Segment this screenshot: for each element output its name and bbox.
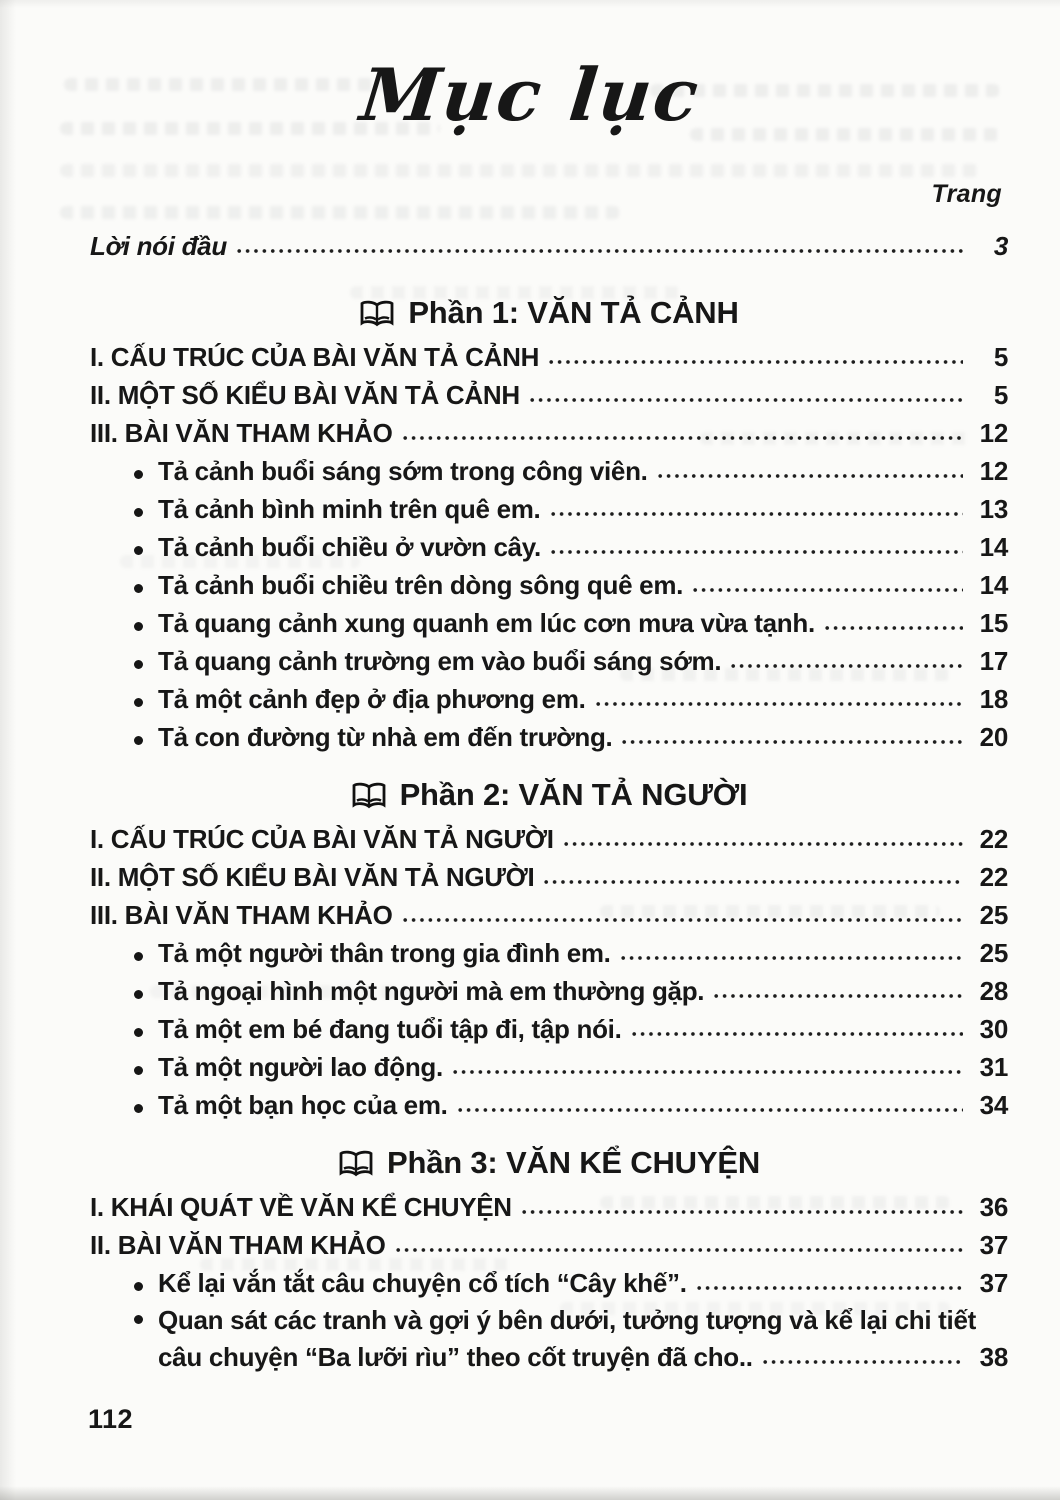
toc-entry-page: 14 [979, 532, 1008, 562]
scan-edge-left [0, 0, 16, 1500]
bullet-icon [134, 1104, 143, 1113]
toc-entry-preface [90, 226, 1008, 266]
toc-entry-page: 12 [979, 418, 1008, 448]
toc-entry-wrap [158, 1302, 1008, 1376]
open-book-icon [338, 1150, 374, 1177]
dotted-leader [657, 472, 963, 480]
dotted-leader [395, 1246, 963, 1254]
toc-entry [90, 1302, 1008, 1376]
toc-entry-page: 34 [979, 1090, 1008, 1120]
toc-entry-page: 22 [979, 824, 1008, 854]
toc-entry-page: 25 [979, 900, 1008, 930]
dotted-leader [595, 700, 963, 708]
scan-edge-top [0, 0, 1060, 8]
bullet-icon [134, 622, 143, 631]
toc-entry-label: Tả một bạn học của em. [158, 1090, 448, 1120]
section-heading-label: Phần 1: VĂN TẢ CẢNH [408, 295, 739, 330]
toc-entry-label: Tả ngoại hình một người mà em thường gặp. [158, 976, 705, 1006]
toc-entry [90, 1264, 1008, 1302]
section-heading-label: Phần 3: VĂN KỂ CHUYỆN [386, 1145, 761, 1180]
toc-entry [90, 896, 1008, 934]
toc-entry-label: Tả cảnh buổi chiều trên dòng sông quê em. [158, 570, 684, 600]
toc-entry-label: Tả cảnh buổi sáng sớm trong công viên. [158, 456, 648, 486]
toc-entry [90, 452, 1008, 490]
toc-entry-label: I. KHÁI QUÁT VỀ VĂN KỂ CHUYỆN [90, 1192, 512, 1222]
bullet-icon [134, 1028, 143, 1037]
dotted-leader [550, 510, 964, 518]
toc-entry [90, 1048, 1008, 1086]
toc-entry [90, 1010, 1008, 1048]
toc-entry-page: 22 [979, 862, 1008, 892]
dotted-leader [631, 1030, 963, 1038]
section-heading-label: Phần 2: VĂN TẢ NGƯỜI [399, 777, 748, 812]
page-title: Mục lục [356, 52, 704, 137]
dotted-leader [620, 954, 963, 962]
toc-content [90, 226, 1008, 1376]
dotted-leader [696, 1284, 963, 1292]
toc-entry-label: III. BÀI VĂN THAM KHẢO [90, 900, 393, 930]
toc-entry [90, 376, 1008, 414]
dotted-leader [543, 878, 963, 886]
toc-entry-page: 15 [979, 608, 1008, 638]
toc-entry [90, 820, 1008, 858]
toc-entry-page: 5 [993, 380, 1008, 410]
toc-entry-label: Tả một người thân trong gia đình em. [158, 938, 611, 968]
dotted-leader [548, 358, 963, 366]
toc-entry [90, 858, 1008, 896]
toc-entry [90, 972, 1008, 1010]
section-heading-2 [90, 770, 1008, 820]
dotted-leader [402, 434, 963, 442]
toc-entry [90, 490, 1008, 528]
toc-entry-page: 3 [993, 231, 1008, 261]
bullet-icon [134, 952, 143, 961]
dotted-leader [452, 1068, 963, 1076]
toc-entry-page: 12 [979, 456, 1008, 486]
toc-entry-page: 14 [979, 570, 1008, 600]
toc-entry [90, 934, 1008, 972]
toc-entry [90, 566, 1008, 604]
toc-entry-label: II. BÀI VĂN THAM KHẢO [90, 1230, 386, 1260]
toc-entry [90, 338, 1008, 376]
dotted-leader [692, 586, 963, 594]
book-page-number: 112 [88, 1404, 134, 1434]
dotted-leader [824, 624, 963, 632]
dotted-leader [762, 1358, 963, 1366]
toc-entry-label: Tả quang cảnh trường em vào buổi sáng sớm. [158, 646, 722, 676]
toc-entry [90, 1086, 1008, 1124]
toc-entry-page: 28 [979, 976, 1008, 1006]
section-heading-1 [90, 288, 1008, 338]
dotted-leader [550, 548, 963, 556]
toc-entry-label-line2: câu chuyện “Ba lưỡi rìu” theo cốt truyện đã cho.. [158, 1342, 753, 1372]
toc-entry-label: Kể lại vắn tắt câu chuyện cổ tích “Cây khế”. [158, 1268, 687, 1298]
toc-entry-page: 5 [993, 342, 1008, 372]
dotted-leader [730, 662, 963, 670]
toc-entry-label: Tả quang cảnh xung quanh em lúc cơn mưa vừa tạnh. [158, 608, 815, 638]
bullet-icon [134, 660, 143, 669]
toc-entry [90, 528, 1008, 566]
bullet-icon [134, 736, 143, 745]
toc-entry-label: Tả một người lao động. [158, 1052, 443, 1082]
toc-entry-label: II. MỘT SỐ KIỂU BÀI VĂN TẢ CẢNH [90, 380, 520, 410]
dotted-leader [521, 1208, 963, 1216]
dotted-leader [621, 738, 963, 746]
dotted-leader [563, 840, 963, 848]
toc-entry-page: 30 [979, 1014, 1008, 1044]
scan-edge-bottom [0, 1486, 1060, 1500]
bleed-through-artifact [60, 206, 620, 219]
page-column-header: Trang [931, 180, 1002, 208]
open-book-icon [359, 300, 395, 327]
toc-entry-label: Tả một cảnh đẹp ở địa phương em. [158, 684, 586, 714]
toc-entry-label: II. MỘT SỐ KIỂU BÀI VĂN TẢ NGƯỜI [90, 862, 535, 892]
dotted-leader [402, 916, 963, 924]
open-book-icon [351, 782, 387, 809]
toc-entry [90, 680, 1008, 718]
bullet-icon [134, 508, 143, 517]
toc-entry-page: 31 [979, 1052, 1008, 1082]
toc-entry-page: 20 [979, 722, 1008, 752]
toc-entry-label: Tả con đường từ nhà em đến trường. [158, 722, 613, 752]
toc-entry-label: Tả cảnh buổi chiều ở vườn cây. [158, 532, 541, 562]
dotted-leader [713, 992, 963, 1000]
bullet-icon [134, 546, 143, 555]
toc-entry-label: I. CẤU TRÚC CỦA BÀI VĂN TẢ CẢNH [90, 342, 540, 372]
bullet-icon [134, 470, 143, 479]
toc-entry [90, 1188, 1008, 1226]
toc-entry-page: 38 [979, 1342, 1008, 1372]
toc-entry [90, 604, 1008, 642]
toc-entry [90, 642, 1008, 680]
bleed-through-artifact [60, 164, 980, 177]
toc-entry-page: 36 [979, 1192, 1008, 1222]
toc-entry [90, 1226, 1008, 1264]
toc-entry-label: Lời nói đầu [90, 231, 227, 261]
bullet-icon [134, 1282, 143, 1291]
toc-entry [90, 414, 1008, 452]
toc-entry-page: 13 [979, 494, 1008, 524]
dotted-leader [529, 396, 963, 404]
bullet-icon [134, 990, 143, 999]
toc-entry-label: Tả cảnh bình minh trên quê em. [158, 494, 541, 524]
toc-entry-label: III. BÀI VĂN THAM KHẢO [90, 418, 393, 448]
dotted-leader [457, 1106, 963, 1114]
bullet-icon [134, 1066, 143, 1075]
section-heading-3 [90, 1138, 1008, 1188]
bullet-icon [134, 584, 143, 593]
toc-entry-label: I. CẤU TRÚC CỦA BÀI VĂN TẢ NGƯỜI [90, 824, 554, 854]
toc-entry-page: 37 [979, 1230, 1008, 1260]
bullet-icon [134, 698, 143, 707]
toc-entry-label: Tả một em bé đang tuổi tập đi, tập nói. [158, 1014, 622, 1044]
page-title-wrap [0, 52, 1060, 137]
bullet-icon [134, 1315, 143, 1324]
toc-entry [90, 718, 1008, 756]
toc-entry-page: 37 [979, 1268, 1008, 1298]
toc-entry-page: 18 [979, 684, 1008, 714]
dotted-leader [236, 247, 963, 255]
toc-entry-page: 25 [979, 938, 1008, 968]
toc-entry-page: 17 [979, 646, 1008, 676]
toc-entry-label-line1: Quan sát các tranh và gợi ý bên dưới, tưởng tượng và kể lại chi tiết [158, 1305, 976, 1335]
